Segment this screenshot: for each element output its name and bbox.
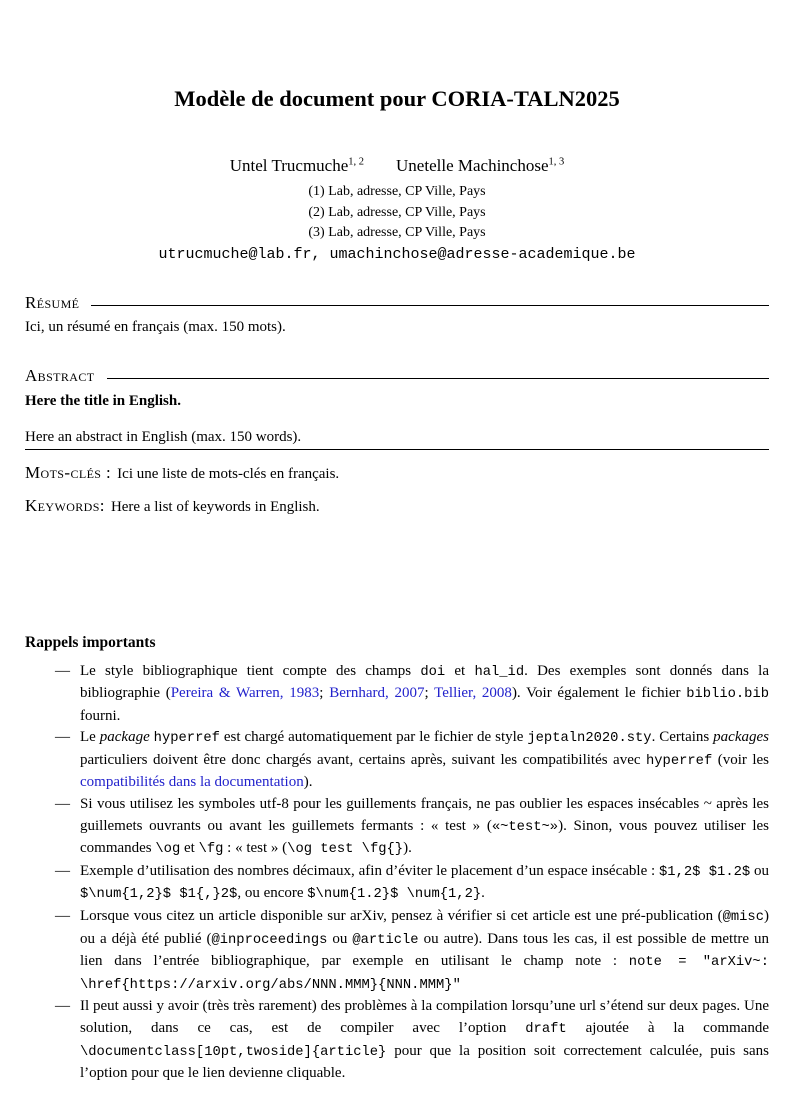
text-span: . Des exemples sont donnés dans la bibliographie (	[80, 662, 769, 702]
inline-link[interactable]: Bernhard, 2007	[329, 685, 425, 702]
inline-code: $\num{1.2}$ \num{1,2}	[307, 887, 482, 903]
text-span: est chargé automatiquement par le fichier de style	[219, 729, 528, 746]
inline-code: doi	[420, 664, 446, 680]
text-span: Le style bibliographique tient compte des champs	[80, 662, 421, 679]
affiliation-line: (3) Lab, adresse, CP Ville, Pays	[308, 225, 486, 240]
text-span: particuliers doivent être donc chargés avant, certains après, suivant les compatibilités avec	[80, 751, 646, 768]
abstract-section-header	[25, 366, 769, 386]
inline-code: \documentclass[10pt,twoside]{article}	[80, 1044, 387, 1060]
inline-code: @misc	[722, 910, 764, 926]
author-emails: utrucmuche@lab.fr, umachinchose@adresse-academique.be	[158, 245, 636, 263]
inline-code: \og	[155, 842, 181, 858]
inline-code: note = "arXiv~: \href{https://arxiv.org/abs/NNN.MMM}{NNN.MMM}"	[80, 955, 769, 993]
dash-bullet: —	[55, 862, 70, 879]
list-item-text	[80, 661, 769, 728]
author-affiliation-marker: 1, 3	[548, 156, 565, 168]
inline-code: @article	[352, 932, 419, 948]
author-name: Untel Trucmuche$^{1, 2}$	[229, 156, 365, 175]
list-item	[25, 727, 769, 794]
text-span: Exemple d’utilisation des nombres décimaux, afin d’éviter le placement d’un espace insécable :	[80, 862, 660, 879]
list-item-text	[80, 794, 769, 861]
motscles-line	[25, 463, 769, 483]
rule-line	[25, 449, 769, 450]
inline-code: jeptaln2020.sty	[527, 731, 652, 747]
text-span: : « test » (	[223, 840, 288, 857]
text-span: ).	[303, 774, 313, 791]
inline-code: «~test~»	[491, 819, 559, 835]
rule-line	[107, 378, 770, 386]
section-heading: Rappels importants	[25, 633, 156, 651]
keywords-line	[25, 496, 769, 516]
notes-list	[25, 661, 769, 1085]
inline-code: $\num{1,2}$ $1{,}2$	[80, 887, 238, 903]
text-span: ;	[319, 685, 330, 702]
text-span: package	[99, 729, 150, 746]
text-span: pour que la position soit correctement calculée, puis sans l’option pour que le lien devienne cliquable.	[80, 1042, 769, 1082]
inline-link[interactable]: Tellier, 2008	[434, 685, 512, 702]
keywords-text: Here a list of keywords in English.	[110, 498, 320, 515]
text-span: fourni.	[80, 707, 121, 724]
resume-label: Résumé	[25, 292, 80, 312]
dash-bullet: —	[55, 998, 70, 1015]
list-item-text	[80, 996, 769, 1084]
dash-bullet: —	[55, 908, 70, 925]
author-name: Unetelle Machinchose$^{1, 3}$	[396, 156, 565, 175]
list-item	[25, 661, 769, 728]
text-span: ou	[750, 862, 770, 879]
list-item	[25, 906, 769, 996]
keywords-label: Keywords:	[25, 495, 105, 515]
inline-code: hyperref	[153, 731, 220, 747]
text-span: ou autre). Dans tous les cas, il est possible de mettre un lien dans l’entrée bibliographique, par exemple en utilisant le champ note :	[80, 930, 769, 970]
text-span: Il peut aussi y avoir (très très rarement) des problèmes à la compilation lorsqu’une url s’étend sur deux pages. Une solution, dans ce cas, est de compiler avec l’option	[80, 998, 769, 1036]
inline-code: draft	[525, 1022, 567, 1037]
affiliation-line: (2) Lab, adresse, CP Ville, Pays	[308, 204, 486, 220]
inline-code: \fg	[198, 842, 224, 858]
motscles-text: Ici une liste de mots-clés en français.	[117, 465, 340, 482]
page-title: Modèle de document pour CORIA-TALN2025	[174, 86, 620, 111]
list-item-text	[80, 727, 769, 794]
text-span: Lorsque vous citez un article disponible sur arXiv, pensez à vérifier si cet article est une pré-publication (	[80, 908, 723, 925]
list-item	[25, 861, 769, 906]
text-span: Si vous utilisez les symboles utf-8 pour les guillements français, ne pas oublier les espaces insécables ~ après les guillemets ouvrants ou avant les guillemets fermants : « test » (	[80, 796, 769, 834]
text-span: ou	[327, 930, 353, 947]
text-span: , ou encore	[237, 885, 308, 902]
list-item	[25, 996, 769, 1084]
text-span: Le	[80, 729, 100, 746]
abstract-label: Abstract	[25, 365, 95, 385]
dash-bullet: —	[55, 796, 70, 813]
inline-link[interactable]: compatibilités dans la documentation	[80, 774, 304, 791]
inline-code: biblio.bib	[686, 687, 770, 703]
text-span: ) ou a déjà été publié (	[80, 908, 769, 947]
resume-section-header	[25, 293, 769, 313]
inline-code: \og test \fg{}	[287, 842, 404, 858]
text-span: ;	[424, 685, 435, 702]
text-span: et	[445, 662, 475, 679]
inline-code: @inproceedings	[211, 932, 328, 948]
motscles-label: Mots-clés :	[25, 462, 112, 482]
text-span: ).	[403, 840, 412, 857]
affiliations	[25, 182, 769, 244]
text-span: ). Sinon, vous pouvez utiliser les commandes	[80, 817, 769, 857]
text-span: (voir les	[712, 751, 769, 768]
dash-bullet: —	[55, 729, 70, 746]
abstract-text: Here an abstract in English (max. 150 words).	[25, 428, 302, 445]
list-item-text	[80, 861, 769, 906]
text-span: ). Voir également le fichier	[511, 685, 687, 702]
rule-line	[91, 305, 769, 313]
inline-code: hyperref	[645, 753, 713, 769]
author-affiliation-marker: 1, 2	[348, 156, 365, 168]
text-span: ajoutée à la commande	[566, 1020, 769, 1036]
text-span: et	[180, 840, 199, 857]
affiliation-line: (1) Lab, adresse, CP Ville, Pays	[308, 184, 486, 199]
inline-code: $1,2$ $1.2$	[659, 864, 751, 880]
text-span: packages	[713, 729, 769, 746]
text-span: . Certains	[651, 729, 714, 746]
inline-code: hal_id	[474, 664, 525, 680]
list-item	[25, 794, 769, 861]
authors-line	[25, 156, 769, 176]
text-span: .	[481, 885, 485, 902]
list-item-text	[80, 906, 769, 996]
inline-link[interactable]: Pereira & Warren, 1983	[170, 685, 320, 702]
resume-text: Ici, un résumé en français (max. 150 mots).	[25, 318, 286, 335]
dash-bullet: —	[55, 662, 70, 679]
english-title: Here the title in English.	[25, 392, 181, 409]
